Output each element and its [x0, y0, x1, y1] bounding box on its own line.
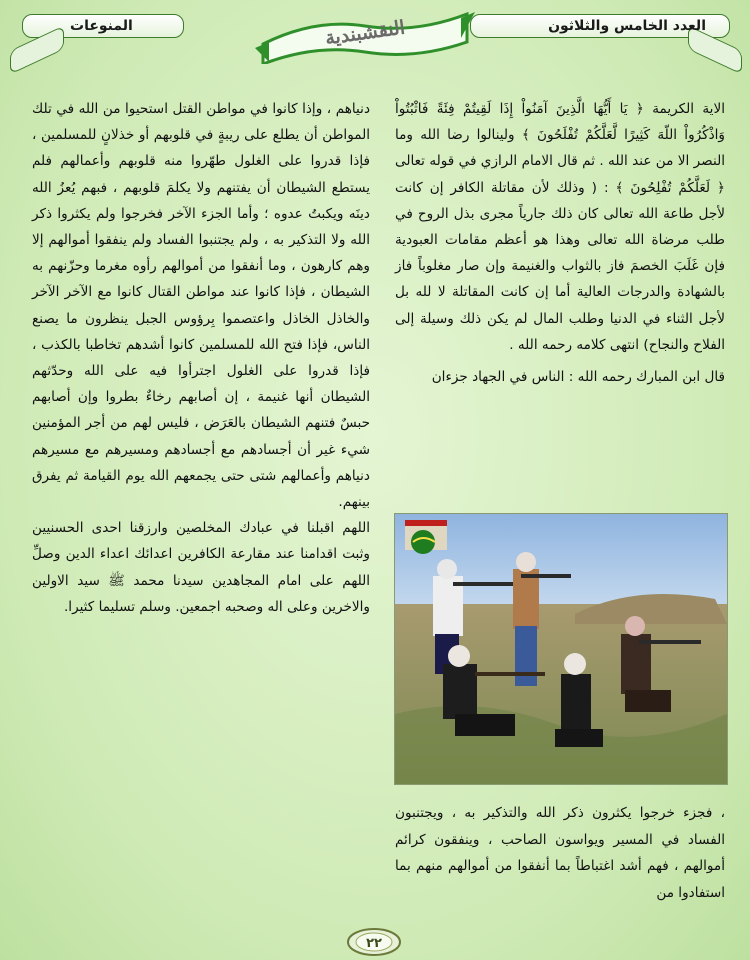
right-column: [395, 96, 725, 390]
photo-intro-line: قال ابن المبارك رحمه الله : الناس في الجهاد جزءان: [431, 369, 725, 386]
left-column: [32, 96, 370, 620]
photo-fighters-image: [394, 513, 728, 785]
section-label: المنوعات: [70, 18, 133, 34]
page-number-ornament-icon: [346, 924, 402, 956]
banner-title: النقشبندية: [323, 16, 407, 50]
issue-label: العدد الخامس والثلاثون: [548, 18, 706, 34]
right-continuation-paragraph: ، فجزء خرجوا يكثرون ذكر الله والتذكير به ، ويجتنبون الفساد في المسير ويواسون الصاحب ، وينفقون كرائم أموالهم ، فهم أشد اغتباطاً بما أنفقوا من أموالهم منهم بما استفادوا من: [395, 805, 725, 901]
right-paragraph: الاية الكريمة ﴿ يَا أَيُّهَا الَّذِينَ آمَنُواْ إِذَا لَقِيتُمْ فِئَةً فَاثْبُتُواْ وَاذْكُرُواْ اللّهَ كَثِيرًا لَّعَلَّكُمْ تُفْلَحُونَ ﴾ ولينالوا رضا الله وما النصر الا من عند الله . ثم قال الامام الرازي في قوله تعالى ﴿ لَعَلَّكُمْ تُفْلِحُونَ ﴾ : ( وذلك لأن مقاتلة الكافر إن كانت لأجل طاعة الله تعالى كان ذلك جارياً مجرى بذل الروح في طلب مرضاة الله تعالى وهذا هو أعظم مقامات العبودية فإن غَلَبَ الخصمَ فاز بالثواب والغنيمة وإن صار مغلوباً فاز بالشهادة والدرجات العالية أما إن كانت المقاتلة لا لله بل لأجل الثناء في الدنيا وطلب المال لم يكن ذلك وسيلة إلى الفلاح والنجاح) انتهى كلامه رحمه الله .: [395, 101, 725, 353]
left-paragraph: دنياهم ، وإذا كانوا في مواطن القتل استحيوا من الله في تلك المواطن أن يطلع على ريبةٍ في قلوبهم أو خذلانٍ للمسلمين ، فإذا قدروا على الغلول طهّروا منه قلوبهم وأعمالهم فلم يستطع الشيطان أن يفتنهم ولا يكلمَ قلوبهم ، فبهم يُعزُ الله دينَه ويكبتُ عدوه ؛ وأما الجزء الآخر فخرجوا ولم يكثروا ذكر الله ولا التذكير به ، ولم يجتنبوا الفساد ولم ينفقوا أموالهم إلا وهم كارهون ، وما أنفقوا من أموالهم رأوه مغرما وحزّنهم به الشيطان ، فإذا كانوا عند مواطن القتال كانوا مع الآخر الآخر والخاذل الخاذل واعتصموا بِرؤوس الجبل ينظرون ما يصنع الناس، فإذا فتح الله للمسلمين كانوا أشدهم تخاطبا بالكذب ، فإذا قدروا على الغلول اجترأوا فيه على الله وحدّثهم الشيطان أنها غنيمة ، إن أصابهم رخاءٌ بطروا وإن أصابهم حبسٌ فتنهم الشيطان بالعَرَض ، فليس لهم من أجر المؤمنين شيء غير أن أجسادهم مع أجسادهم ومسيرهم مع مسيرهم دنياهم وأعمالهم شتى حتى يجمعهم الله يوم القيامة ثم يفرق بينهم.: [32, 101, 370, 511]
right-column-continuation: [395, 800, 725, 906]
closing-prayer-paragraph: اللهم اقبلنا في عبادك المخلصين وارزقنا احدى الحسنيين وثبت اقدامنا عند مقارعة الكافرين اعدائك اعداء الدين وصلِّ اللهم على امام المجاهدين سيدنا محمد ﷺ سيد الاولين والاخرين وعلى اله وصحبه اجمعين. وسلم تسليما كثيرا.: [32, 520, 370, 615]
page-number: ٢٢: [366, 936, 382, 951]
